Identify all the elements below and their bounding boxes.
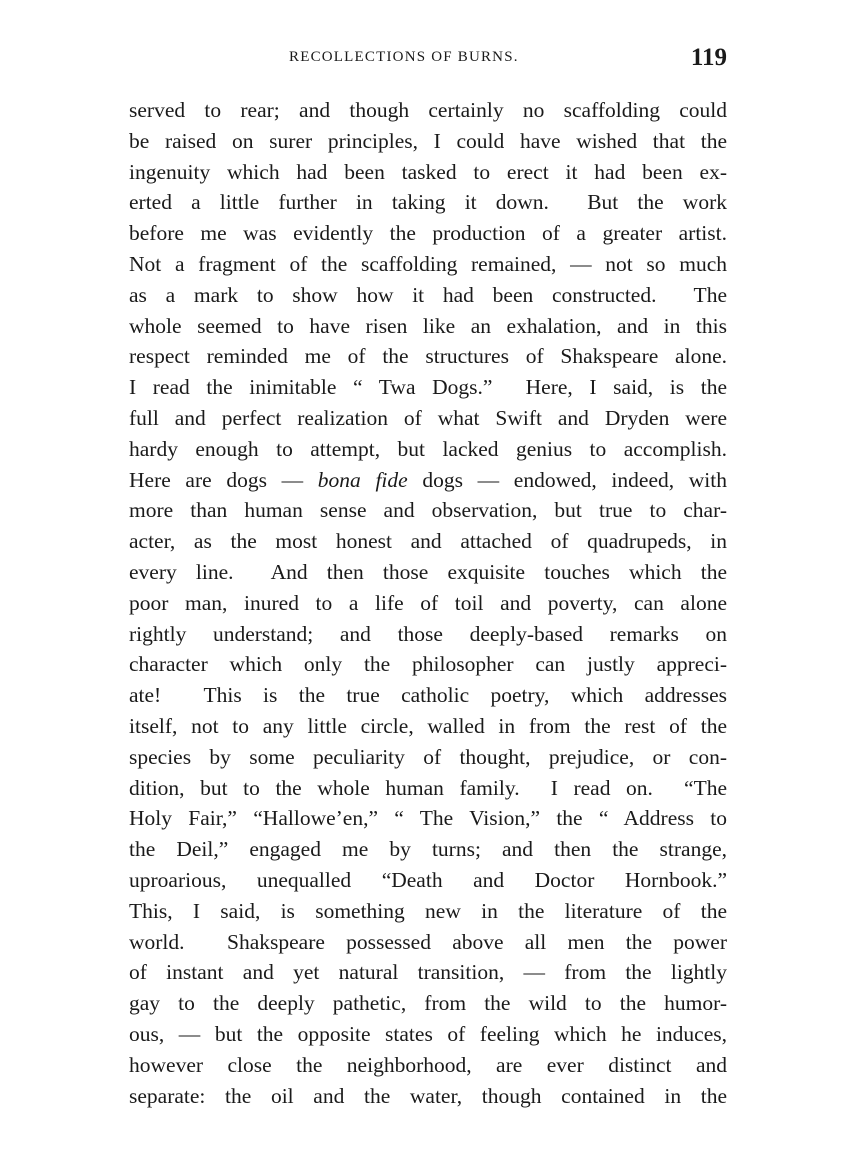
text-line: served to rear; and though certainly no scaffolding could <box>129 98 727 122</box>
text-line: erted a little further in taking it down. But the work <box>129 190 727 215</box>
text-line: the Deil,” engaged me by turns; and then the strange, <box>129 837 727 862</box>
running-title: RECOLLECTIONS OF BURNS. <box>289 49 519 65</box>
text-line: Here are dogs — bona fide dogs — endowed, indeed, with <box>129 467 727 492</box>
text-line: of instant and yet natural transition, — from the lightly <box>129 960 727 985</box>
text-line: rightly understand; and those deeply-based remarks on <box>129 621 727 646</box>
text-line: poor man, inured to a life of toil and poverty, can alone <box>129 590 727 615</box>
text-line: full and perfect realization of what Swift and Dryden were <box>129 405 727 430</box>
text-line: ate! This is the true catholic poetry, which addresses <box>129 683 727 708</box>
text-line: itself, not to any little circle, walled in from the rest of the <box>129 713 727 738</box>
text-line: acter, as the most honest and attached of quadrupeds, in <box>129 529 727 554</box>
page-number: 119 <box>690 44 727 71</box>
text-line: hardy enough to attempt, but lacked genius to accomplish. <box>129 436 727 461</box>
text-line: before me was evidently the production of a greater artist. <box>129 221 727 246</box>
body-text <box>129 95 727 1111</box>
text-line: species by some peculiarity of thought, prejudice, or con- <box>129 744 727 769</box>
running-head <box>129 44 727 74</box>
text-line: Not a fragment of the scaffolding remained, — not so much <box>129 251 727 276</box>
text-line: world. Shakspeare possessed above all men the power <box>129 929 727 954</box>
text-line: every line. And then those exquisite touches which the <box>129 559 727 584</box>
text-line: be raised on surer principles, I could have wished that the <box>129 128 727 153</box>
text-line: ous, — but the opposite states of feeling which he induces, <box>129 1021 727 1046</box>
text-line: as a mark to show how it had been constructed. The <box>129 282 727 307</box>
text-line: I read the inimitable “ Twa Dogs.” Here, I said, is the <box>129 375 727 400</box>
text-line: This, I said, is something new in the literature of the <box>129 898 727 923</box>
text-line: character which only the philosopher can justly appreci- <box>129 652 727 677</box>
text-line: respect reminded me of the structures of Shakspeare alone. <box>129 344 727 369</box>
text-line: separate: the oil and the water, though contained in the <box>129 1083 727 1108</box>
text-line: ingenuity which had been tasked to erect it had been ex- <box>129 159 727 184</box>
text-line: uproarious, unequalled “Death and Doctor Hornbook.” <box>129 867 727 892</box>
text-line: more than human sense and observation, but true to char- <box>129 498 727 523</box>
text-line: however close the neighborhood, are ever distinct and <box>129 1052 727 1077</box>
text-line: gay to the deeply pathetic, from the wild to the humor- <box>129 991 727 1016</box>
text-line: Holy Fair,” “Hallowe’en,” “ The Vision,” the “ Address to <box>129 806 727 831</box>
text-line: whole seemed to have risen like an exhalation, and in this <box>129 313 727 338</box>
text-line: dition, but to the whole human family. I read on. “The <box>129 775 727 800</box>
